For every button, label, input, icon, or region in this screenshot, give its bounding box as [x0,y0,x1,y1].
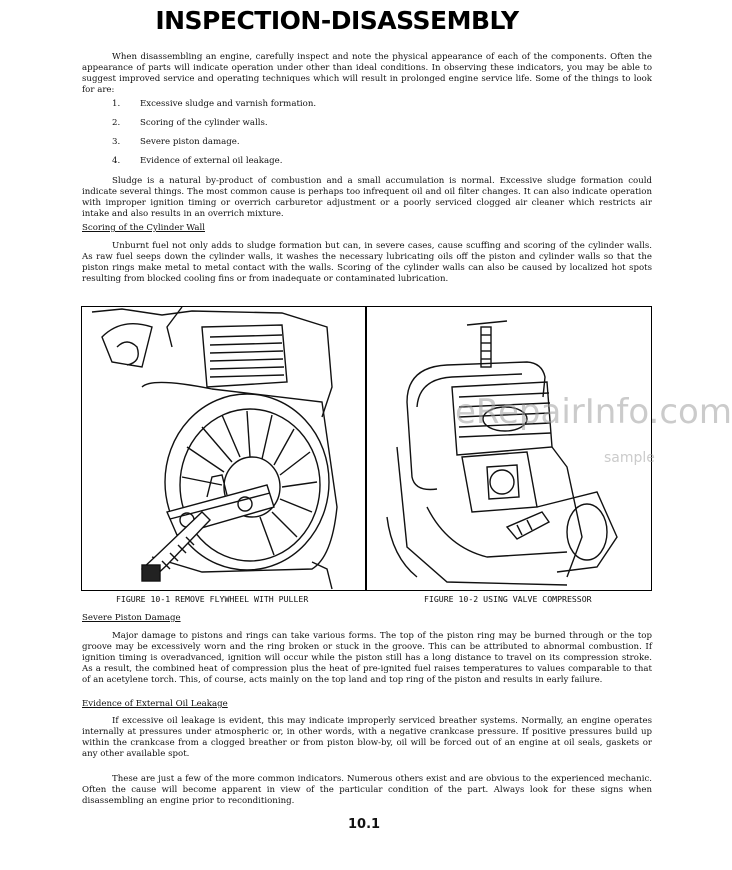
section-heading-oil: Evidence of External Oil Leakage [82,699,228,709]
figure-caption-1: FIGURE 10-1 REMOVE FLYWHEEL WITH PULLER [116,594,309,604]
oil-paragraph: If excessive oil leakage is evident, this may indicate improperly serviced breather systems. Normally, an engine operates internally at pressures under atmospheric or, in other words, with a negative crankcase pressure. If positive pressures build up within the crankcase from a clogged breather or from piston blow-by, oil will be forced out of an engine at oil seals, gaskets or any other available spot. [82,716,652,760]
section-heading-scoring: Scoring of the Cylinder Wall [82,223,205,233]
list-number: 1. [112,99,121,109]
list-number: 3. [112,137,121,147]
closing-paragraph: These are just a few of the more common indicators. Numerous others exist and are obvious to the experienced mechanic. Often the cause will become apparent in view of the particular condition of the part. Always look for these signs when disassembling an engine prior to reconditioning. [82,774,652,807]
list-number: 4. [112,156,121,166]
sludge-paragraph: Sludge is a natural by-product of combustion and a small accumulation is normal. Excessive sludge formation could indicate several things. The most common cause is perhaps too infrequent oil and oil filter changes. It can also indicate operation with improper ignition timing or overrich carburetor adjustment or a poorly serviced clogged air cleaner which restricts air intake and also results in an overrich mixture. [82,176,652,220]
list-text: Scoring of the cylinder walls. [140,118,268,128]
piston-paragraph: Major damage to pistons and rings can take various forms. The top of the piston ring may be burned through or the top groove may be excessively worn and the ring broken or stuck in the groove. This can be attributed to abnormal combustion. If ignition timing is overadvanced, ignition will occur while the piston still has a long distance to travel on its compression stroke. As a result, the combined heat of compression plus the heat of pre-ignited fuel raises temperatures to values comparable to that of an acetylene torch. This, of course, acts mainly on the top land and top ring of the piston and results in early failure. [82,631,652,686]
list-text: Excessive sludge and varnish formation. [140,99,317,109]
list-number: 2. [112,118,121,128]
scoring-paragraph: Unburnt fuel not only adds to sludge formation but can, in severe cases, cause scuffing and scoring of the cylinder walls. As raw fuel seeps down the cylinder walls, it washes the necessary lubricating oils off the piston and cylinder walls so that the piston rings make metal to metal contact with the walls. Scoring of the cylinder walls can also be caused by localized hot spots resulting from blocked cooling fins or from inadequate or contaminated lubrication. [82,241,652,285]
list-item [112,156,282,166]
page-number: 10.1 [348,817,381,832]
page-title: INSPECTION-DISASSEMBLY [155,6,519,35]
valve-compressor-illustration [367,307,651,590]
watermark-sample: sample [604,450,655,466]
list-item [112,118,268,128]
list-text: Severe piston damage. [140,137,240,147]
watermark-text: eRepairInfo.com [455,392,732,432]
list-text: Evidence of external oil leakage. [140,156,283,166]
flywheel-puller-illustration [82,307,365,590]
intro-paragraph: When disassembling an engine, carefully inspect and note the physical appearance of each of the components. Often the appearance of parts will indicate operation under other than ideal conditions. In observing these indicators, you may be able to suggest improved service and operating techniques which will result in prolonged engine service life. Some of the things to look for are: [82,52,652,96]
figure-frame [81,306,652,591]
section-heading-piston: Severe Piston Damage [82,613,181,623]
list-item [112,99,316,109]
figure-caption-2: FIGURE 10-2 USING VALVE COMPRESSOR [424,594,592,604]
list-item [112,137,240,147]
